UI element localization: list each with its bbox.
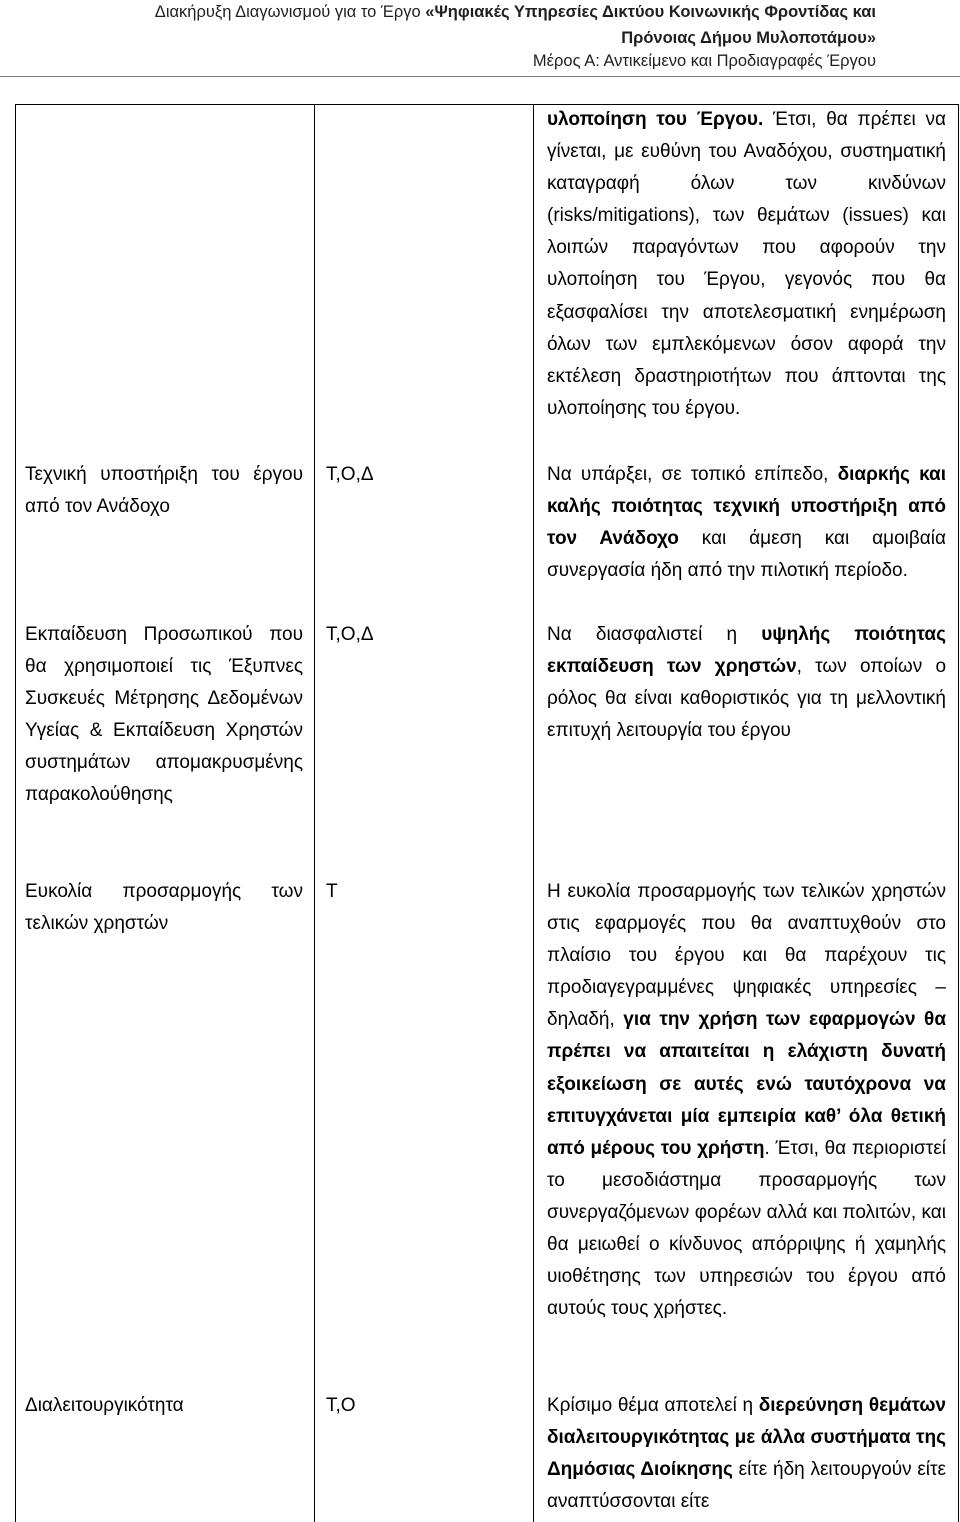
row-3-factor: Ευκολία προσαρμογής των τελικών χρηστών [25,881,303,935]
header-section-title: Μέρος Α: Αντικείμενο και Προδιαγραφές Έργου [532,52,876,70]
text-run: , των οποίων ο ρόλος θα είναι καθοριστικός για τη μελλοντική επιτυχή λειτουργία του έργου [547,656,947,742]
row-3-category: Τ [326,881,338,902]
text-run: Να διασφαλιστεί η [547,624,762,645]
row-4-category: Τ,Ο [326,1395,356,1416]
text-run: Να υπάρξει, σε τοπικό επίπεδο, [547,464,838,485]
header-project-title-part1: «Ψηφιακές Υπηρεσίες Δικτύου Κοινωνικής Φροντίδας και [425,3,876,21]
row-2-description [547,619,946,747]
row-3-description [547,876,946,1325]
text-run: Η ευκολία προσαρμογής των τελικών χρηστών στις εφαρμογές που θα αναπτυχθούν στο πλαίσιο του έργου και θα παρέχουν τις προδιαγεγραμμένες ψηφιακές υπηρεσίες – δηλαδή, [547,881,946,1031]
row-4-description [547,1390,946,1518]
row-1-category: Τ,Ο,Δ [326,464,374,485]
row-0-description [547,104,946,425]
row-4-factor: Διαλειτουργικότητα [25,1395,184,1416]
text-run: υλοποίηση του Έργου. [547,109,764,130]
text-run: διερεύνηση θεμάτων διαλειτουργικότητας με άλλα συστήματα της Δημόσιας Διοίκησης [547,1395,946,1481]
text-run: είτε ήδη λειτουργούν είτε αναπτύσσονται είτε [547,1459,946,1513]
row-2-category: Τ,Ο,Δ [326,624,374,645]
text-run: και άμεση και αμοιβαία συνεργασία ήδη από την πιλοτική περίοδο. [547,528,946,582]
text-run: για την χρήση των εφαρμογών θα πρέπει να απαιτείται η ελάχιστη δυνατή εξοικείωση σε αυτές ενώ ταυτόχρονα να επιτυγχάνεται μία εμπειρία καθ’ όλα θετική από μέρους του χρήστη [547,1009,946,1159]
text-run: Έτσι, θα πρέπει να γίνεται, με ευθύνη του Αναδόχου, συστηματική καταγραφή όλων των κινδύνων (risks/mitigations), των θεμάτων (issues) και λοιπών παραγόντων που αφορούν την υλοποίηση του Έργου, γεγονός που θα εξασφαλίσει την αποτελεσματική ενημέρωση όλων των εμπλεκόμενων όσον αφορά την εκτέλεση δραστηριοτήτων που άπτονται της υλοποίησης του έργου. [547,109,946,419]
row-1-description [547,459,946,587]
header-line-1 [40,1,876,23]
text-run: διαρκής και καλής ποιότητας τεχνική υποστήριξη από τον Ανάδοχο [547,464,946,550]
column-divider-2 [533,105,534,1522]
header-line-2 [40,27,876,49]
page-header [0,0,960,77]
column-divider-1 [314,105,315,1522]
text-run: Κρίσιμο θέμα αποτελεί η [547,1395,759,1416]
row-1-factor: Τεχνική υποστήριξη του έργου από τον Ανάδοχο [25,464,303,518]
text-run: . Έτσι, θα περιοριστεί το μεσοδιάστημα προσαρμογής των συνεργαζόμενων φορέων αλλά και πολιτών, και θα μειωθεί ο κίνδυνος απόρριψης ή χαμηλής υιοθέτησης των υπηρεσιών του έργου από αυτούς τους χρήστες. [547,1137,946,1320]
text-run: υψηλής ποιότητας εκπαίδευση των χρηστών [547,624,946,678]
row-2-factor: Εκπαίδευση Προσωπικού που θα χρησιμοποιεί τις Έξυπνες Συσκευές Μέτρησης Δεδομένων Υγείας & Εκπαίδευση Χρηστών συστημάτων απομακρυσμένης παρακολούθησης [25,624,303,806]
header-prefix: Διακήρυξη Διαγωνισμού για το Έργο [154,3,426,21]
header-project-title-part2: Πρόνοιας Δήμου Μυλοποτάμου» [621,29,876,47]
